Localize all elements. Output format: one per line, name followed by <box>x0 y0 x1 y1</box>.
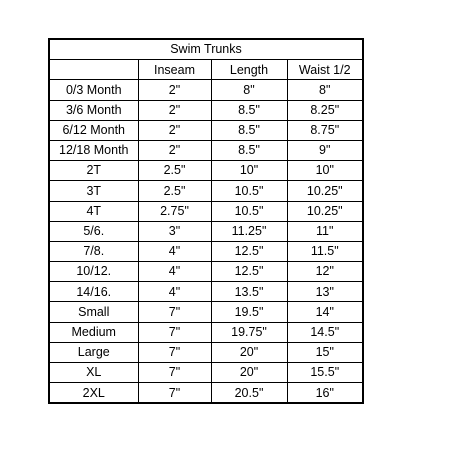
waist-cell: 13" <box>287 282 363 302</box>
size-cell: Large <box>49 342 138 362</box>
length-cell: 10.5" <box>211 181 287 201</box>
waist-cell: 16" <box>287 383 363 404</box>
waist-cell: 12" <box>287 262 363 282</box>
header-waist: Waist 1/2 <box>287 60 363 80</box>
waist-cell: 9" <box>287 140 363 160</box>
inseam-cell: 7" <box>138 342 211 362</box>
size-chart-table <box>48 38 364 404</box>
inseam-cell: 2.5" <box>138 181 211 201</box>
waist-cell: 14.5" <box>287 322 363 342</box>
inseam-cell: 4" <box>138 262 211 282</box>
table-row <box>49 181 363 201</box>
inseam-cell: 3" <box>138 221 211 241</box>
table-row <box>49 262 363 282</box>
size-cell: Medium <box>49 322 138 342</box>
inseam-cell: 4" <box>138 241 211 261</box>
inseam-cell: 2.75" <box>138 201 211 221</box>
waist-cell: 11.5" <box>287 241 363 261</box>
waist-cell: 10.25" <box>287 181 363 201</box>
waist-cell: 10.25" <box>287 201 363 221</box>
header-size <box>49 60 138 80</box>
size-chart-body <box>49 39 363 403</box>
length-cell: 20.5" <box>211 383 287 404</box>
size-cell: 10/12. <box>49 262 138 282</box>
size-cell: 4T <box>49 201 138 221</box>
size-cell: 3T <box>49 181 138 201</box>
table-title: Swim Trunks <box>49 39 363 60</box>
size-cell: 0/3 Month <box>49 80 138 100</box>
waist-cell: 8.75" <box>287 120 363 140</box>
inseam-cell: 4" <box>138 282 211 302</box>
size-cell: 5/6. <box>49 221 138 241</box>
length-cell: 13.5" <box>211 282 287 302</box>
inseam-cell: 2" <box>138 80 211 100</box>
size-cell: XL <box>49 363 138 383</box>
table-row <box>49 363 363 383</box>
length-cell: 10" <box>211 161 287 181</box>
length-cell: 19.5" <box>211 302 287 322</box>
size-cell: 6/12 Month <box>49 120 138 140</box>
table-row <box>49 383 363 404</box>
length-cell: 8" <box>211 80 287 100</box>
length-cell: 8.5" <box>211 140 287 160</box>
table-row <box>49 322 363 342</box>
table-row <box>49 161 363 181</box>
table-row <box>49 80 363 100</box>
waist-cell: 14" <box>287 302 363 322</box>
length-cell: 12.5" <box>211 241 287 261</box>
length-cell: 11.25" <box>211 221 287 241</box>
length-cell: 20" <box>211 363 287 383</box>
size-cell: 12/18 Month <box>49 140 138 160</box>
table-row <box>49 120 363 140</box>
size-cell: 2XL <box>49 383 138 404</box>
inseam-cell: 7" <box>138 383 211 404</box>
table-row <box>49 302 363 322</box>
table-row <box>49 241 363 261</box>
inseam-cell: 2.5" <box>138 161 211 181</box>
length-cell: 8.5" <box>211 100 287 120</box>
title-row <box>49 39 363 60</box>
header-length: Length <box>211 60 287 80</box>
inseam-cell: 2" <box>138 100 211 120</box>
length-cell: 8.5" <box>211 120 287 140</box>
table-row <box>49 342 363 362</box>
waist-cell: 15.5" <box>287 363 363 383</box>
inseam-cell: 2" <box>138 140 211 160</box>
header-inseam: Inseam <box>138 60 211 80</box>
length-cell: 12.5" <box>211 262 287 282</box>
size-cell: 3/6 Month <box>49 100 138 120</box>
table-row <box>49 201 363 221</box>
size-cell: 14/16. <box>49 282 138 302</box>
inseam-cell: 7" <box>138 322 211 342</box>
table-row <box>49 221 363 241</box>
length-cell: 19.75" <box>211 322 287 342</box>
inseam-cell: 7" <box>138 302 211 322</box>
length-cell: 20" <box>211 342 287 362</box>
size-cell: 7/8. <box>49 241 138 261</box>
table-row <box>49 282 363 302</box>
header-row <box>49 60 363 80</box>
waist-cell: 8" <box>287 80 363 100</box>
waist-cell: 10" <box>287 161 363 181</box>
inseam-cell: 2" <box>138 120 211 140</box>
waist-cell: 8.25" <box>287 100 363 120</box>
size-cell: Small <box>49 302 138 322</box>
waist-cell: 15" <box>287 342 363 362</box>
inseam-cell: 7" <box>138 363 211 383</box>
table-row <box>49 100 363 120</box>
waist-cell: 11" <box>287 221 363 241</box>
size-cell: 2T <box>49 161 138 181</box>
table-row <box>49 140 363 160</box>
length-cell: 10.5" <box>211 201 287 221</box>
